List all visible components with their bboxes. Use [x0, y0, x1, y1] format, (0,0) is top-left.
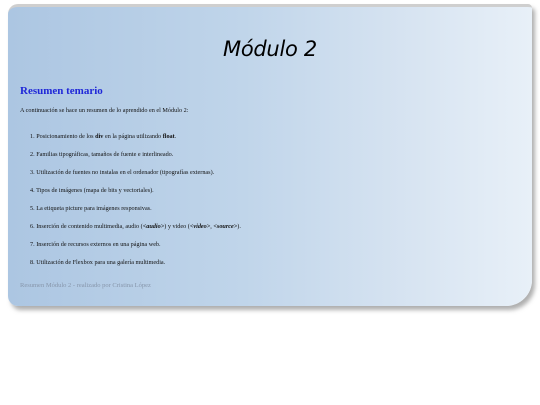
item-bold-float: float [162, 133, 175, 140]
item-text: Tipos de imágenes (mapa de bits y vectoriales). [36, 187, 154, 194]
list-item [20, 258, 241, 276]
item-number: 1. [30, 133, 35, 140]
item-text: Familias tipográficas, tamaños de fuente e interlineado. [36, 151, 174, 158]
item-text: Utilización de fuentes no instalas en el ordenador (tipografías externas). [36, 169, 215, 176]
item-bold-div: div [95, 133, 104, 140]
intro-text: A continuación se hace un resumen de lo aprendido en el Módulo 2: [20, 107, 189, 114]
item-text: La etiqueta picture para imágenes responsivas. [36, 205, 152, 212]
item-number: 6. [30, 223, 35, 230]
item-text: ). [237, 223, 241, 230]
content-card [8, 4, 532, 306]
topic-list [20, 132, 241, 276]
list-item [20, 204, 241, 222]
item-number: 4. [30, 187, 35, 194]
item-text: Posicionamiento de los [36, 133, 96, 140]
item-tag-source: <source> [213, 223, 238, 230]
item-tag-video: <video> [189, 223, 211, 230]
item-text: Inserción de recursos externos en una página web. [36, 241, 161, 248]
item-tag-audio: <audio> [142, 223, 165, 230]
item-number: 3. [30, 169, 35, 176]
item-text: , [210, 223, 214, 230]
list-item [20, 168, 241, 186]
item-number: 5. [30, 205, 35, 212]
item-text: Utilización de Flexbox para una galería multimedia. [36, 259, 166, 266]
item-number: 2. [30, 151, 35, 158]
list-item [20, 150, 241, 168]
list-item [20, 222, 241, 240]
item-text: en la página utilizando [103, 133, 163, 140]
list-item [20, 186, 241, 204]
section-title: Resumen temario [20, 85, 103, 97]
list-item [20, 132, 241, 150]
item-text: Inserción de contenido multimedia, audio ( [36, 223, 143, 230]
item-number: 8. [30, 259, 35, 266]
list-item [20, 240, 241, 258]
page-title: Módulo 2 [223, 37, 317, 61]
item-number: 7. [30, 241, 35, 248]
item-text: . [174, 133, 177, 140]
item-text: ) y video ( [164, 223, 190, 230]
footer-credit: Resumen Módulo 2 - realizado por Cristina López [20, 282, 151, 289]
